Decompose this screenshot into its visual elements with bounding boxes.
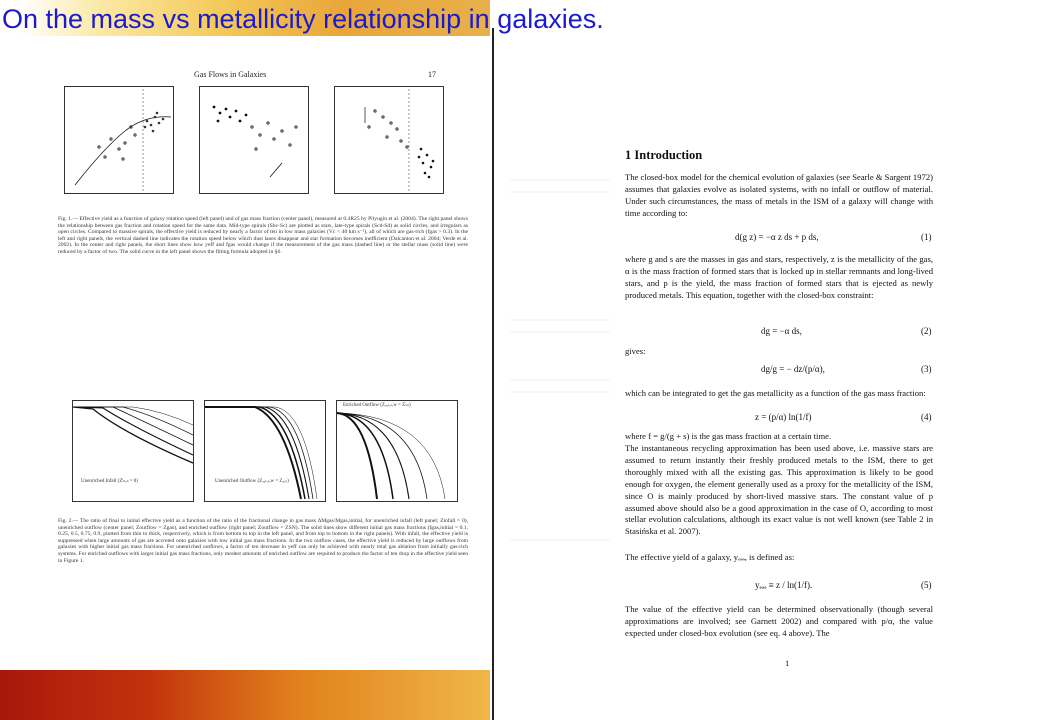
equation-4: z = (p/α) ln(1/f) xyxy=(755,412,812,422)
fig2-center-plot xyxy=(205,401,325,501)
slide-title: On the mass vs metallicity relationship in galaxies. xyxy=(2,4,604,34)
equation-1-number: (1) xyxy=(921,232,932,242)
section-heading: 1 Introduction xyxy=(625,148,703,162)
gives-text: gives: xyxy=(625,346,646,356)
equation-2-number: (2) xyxy=(921,326,932,336)
equation-1: d(g z) = −α z ds + p ds, xyxy=(735,232,819,242)
fig2-center-label: Unenriched Outflow (Zₒᵤₜₒₗₒw = Zₓₐₛ) xyxy=(215,479,289,484)
paragraph-3: which can be integrated to get the gas metallicity as a function of the gas mass fraction: xyxy=(625,388,926,398)
equation-3: dg/g = − dz/(p/α), xyxy=(761,364,825,374)
fig2-right-label: Enriched Outflow (Zₒᵤₜₒₗₒw = Zₛₙ) xyxy=(343,403,411,408)
paragraph-2: where g and s are the masses in gas and stars, respectively, z is the metallicity of the gas, α is the mass fraction of formed stars that is locked up in stellar remnants and long-lived stars, and p is the yield, the mass fraction of formed stars that is ejected as newly produced metals. This equation, together with the closed-box constraint: xyxy=(625,254,933,300)
fig1-center-plot xyxy=(200,87,308,193)
equation-2: dg = −α ds, xyxy=(761,326,802,336)
fig2-left-label: Unenriched Infall (Zᴵₙₒₗₗ = 0) xyxy=(81,479,138,484)
left-paper-page xyxy=(44,62,484,662)
fig1-right-plot xyxy=(335,87,443,193)
left-page-header: Gas Flows in Galaxies xyxy=(194,70,267,79)
paragraph-7: The value of the effective yield can be determined observationally (though several approximations are involved; see Garnett 2002) and compared with p/α, the value expected under closed-box evolution (see eq. 4 above). The xyxy=(625,604,933,638)
equation-3-number: (3) xyxy=(921,364,932,374)
paragraph-5: The instantaneous recycling approximation has been used above, i.e. massive stars are assumed to return instantly their freshly produced metals to the ISM, there to get thoroughly mixed with all the existing gas. This approximation is likely to be good enough for oxygen, the element generally used as a proxy for the metallicity of the ISM, since O is mainly produced by short-lived massive stars. The constant value of p assumed above should also be a good approximation in the case of O, according to most stellar evolution calculations, although its exact value is not well known (see Table 2 in Stasińska et al. 2007). xyxy=(625,443,933,537)
left-page-number: 17 xyxy=(428,70,436,79)
paragraph-1: The closed-box model for the chemical evolution of galaxies (see Searle & Sargent 1972) assumes that galaxies evolve as isolated systems, with no infall or outflow of material. Under such circumstances, the mass of metals in the ISM of a galaxy will change with time according to: xyxy=(625,172,933,218)
fig1-panel-left xyxy=(64,86,174,194)
fig1-left-plot xyxy=(65,87,173,193)
right-page-number: 1 xyxy=(785,658,790,668)
paragraph-6: The effective yield of a galaxy, yₑₔₔ, is defined as: xyxy=(625,552,795,562)
fig1-caption: Fig. 1.— Effective yield as a function of galaxy rotation speed (left panel) and of gas mass fraction (center panel), measured at 0.4R25 by Pilyugin et al. (2004). The right panel shows the relationship between gas fraction and rotation speed for the same data. Mid-type spirals (Sbc-Sc) are plotted as stars, late-type spirals (Scd-Sd) as solid circles, and irregulars as open circles. Compared to massive spirals, the effective yield is reduced by nearly a factor of ten in low mass galaxies (Vc < 40 km s⁻¹), all of which are gas-rich (fgas > 0.3). In the left and right panels, the vertical dashed line indicates the rotation speed below which dust lanes disappear and star formation becomes inefficient (Dalcanton et al. 2004; Verde et al. 2002). In the center and right panels, the short lines show how yeff and fgas would change if the measurement of the gas mass (dashed line) or the stellar mass (solid line) were reduced by a factor of two. The solid curve in the left panel shows the fitting formula adopted in §6. xyxy=(58,216,468,255)
fig2-left-plot xyxy=(73,401,193,501)
fig2-panel-left xyxy=(72,400,194,502)
fig2-caption: Fig. 2.— The ratio of final to initial effective yield as a function of the ratio of the fractional change in gas mass ΔMgas/Mgas,initial, for unenriched infall (left panel; Zinfall = 0), unenriched outflow (center panel; Zoutflow = Zgas), and enriched outflow (right panel; Zoutflow = ZSN). The solid lines show different initial gas mass fractions (fgas,initial = 0.1, 0.25, 0.5, 0.75, 0.9, plotted from thin to thick, respectively, which is from bottom to top in the left panel, and from top to bottom in the right panels). With infall, the effective yield is suppressed when large amounts of gas are accreted onto galaxies with low initial gas mass fractions. In the two outflow cases, the effective yield is reduced by large outflows from galaxies with higher initial gas mass fractions. For unenriched outflows, a factor of ten decrease in yeff can only be achieved with nearly total gas ablation from initially gas-rich systems. For enriched outflows with larger initial gas mass fractions, only modest amounts of enriched outflow are required to produce the factor of ten drop in the effective yield seen in Figure 1. xyxy=(58,518,468,564)
center-divider xyxy=(492,28,494,720)
fig2-panel-center xyxy=(204,400,326,502)
bottom-gradient-band xyxy=(0,670,490,720)
equation-4-number: (4) xyxy=(921,412,932,422)
fig2-right-plot xyxy=(337,401,457,501)
fig1-panel-center xyxy=(199,86,309,194)
paragraph-4: where f = g/(g + s) is the gas mass fraction at a certain time. xyxy=(625,431,832,441)
fig1-panel-right xyxy=(334,86,444,194)
ghost-bleedthrough xyxy=(500,140,620,560)
fig2-panel-right xyxy=(336,400,458,502)
equation-5-number: (5) xyxy=(921,580,932,590)
equation-5: yₑₔₔ ≡ z / ln(1/f). xyxy=(755,580,813,590)
